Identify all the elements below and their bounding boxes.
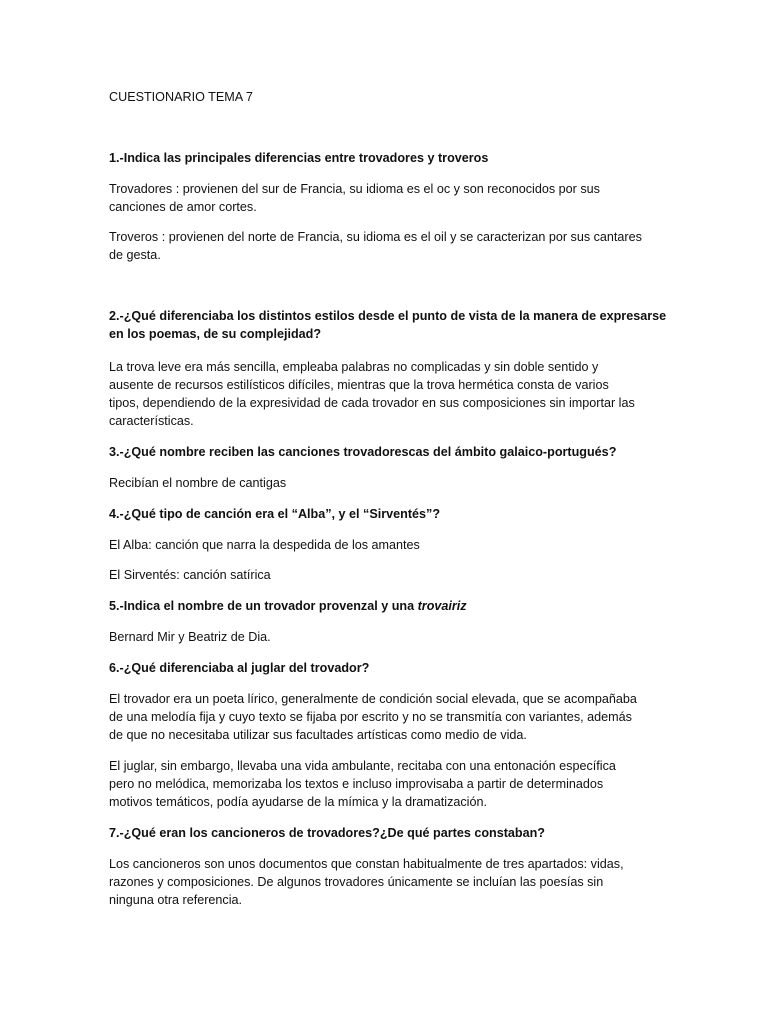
answer-6-juglar-line-1: El juglar, sin embargo, llevaba una vida ambulante, recitaba con una entonación específica [109,759,616,773]
answer-1-troveros-line-1: Troveros : provienen del norte de Francia, su idioma es el oil y se caracterizan por sus cantares [109,230,642,244]
question-4: 4.-¿Qué tipo de canción era el “Alba”, y el “Sirventés”? [109,507,441,521]
answer-4-alba: El Alba: canción que narra la despedida de los amantes [109,538,420,552]
answer-6-juglar-line-3: motivos temáticos, podía ayudarse de la mímica y la dramatización. [109,795,487,809]
answer-1-troveros-line-2: de gesta. [109,248,161,262]
question-3: 3.-¿Qué nombre reciben las canciones trovadorescas del ámbito galaico-portugués? [109,445,617,459]
answer-4-sirventes: El Sirventés: canción satírica [109,568,271,582]
answer-2-line-1: La trova leve era más sencilla, empleaba palabras no complicadas y sin doble sentido y [109,360,599,374]
question-5-text: 5.-Indica el nombre de un trovador provenzal y una [109,599,418,613]
answer-6-trovador-line-1: El trovador era un poeta lírico, generalmente de condición social elevada, que se acompañaba [109,692,637,706]
answer-2-line-4: características. [109,414,194,428]
answer-6-trovador-line-2: de una melodía fija y cuyo texto se fijaba por escrito y no se transmitía con variantes, además [109,710,632,724]
answer-7-line-3: ninguna otra referencia. [109,893,243,907]
question-5-italic-term: trovairiz [417,599,467,613]
answer-1-trovadores-line-2: canciones de amor cortes. [109,200,257,214]
answer-7-line-1: Los cancioneros son unos documentos que constan habitualmente de tres apartados: vidas, [109,857,624,871]
answer-3: Recibían el nombre de cantigas [109,476,287,490]
question-2-line-2: en los poemas, de su complejidad? [109,327,322,341]
question-6: 6.-¿Qué diferenciaba al juglar del trovador? [109,661,370,675]
answer-6-juglar-line-2: pero no melódica, memorizaba los textos e incluso improvisaba a partir de determinados [109,777,604,791]
question-1: 1.-Indica las principales diferencias entre trovadores y troveros [109,151,489,165]
question-7: 7.-¿Qué eran los cancioneros de trovadores?¿De qué partes constaban? [109,826,545,840]
question-5 [109,598,467,614]
question-2-line-1: 2.-¿Qué diferenciaba los distintos estilos desde el punto de vista de la manera de expresarse [109,309,667,323]
document-title: CUESTIONARIO TEMA 7 [109,90,253,104]
answer-5: Bernard Mir y Beatriz de Dia. [109,630,271,644]
answer-1-trovadores-line-1: Trovadores : provienen del sur de Francia, su idioma es el oc y son reconocidos por sus [109,182,600,196]
answer-6-trovador-line-3: de que no necesitaba utilizar sus facultades artísticas como medio de vida. [109,728,527,742]
answer-2-line-2: ausente de recursos estilísticos difíciles, mientras que la trova hermética consta de varios [109,378,609,392]
answer-2-line-3: tipos, dependiendo de la expresividad de cada trovador en sus composiciones sin importar las [109,396,635,410]
answer-7-line-2: razones y composiciones. De algunos trovadores únicamente se incluían las poesías sin [109,875,604,889]
